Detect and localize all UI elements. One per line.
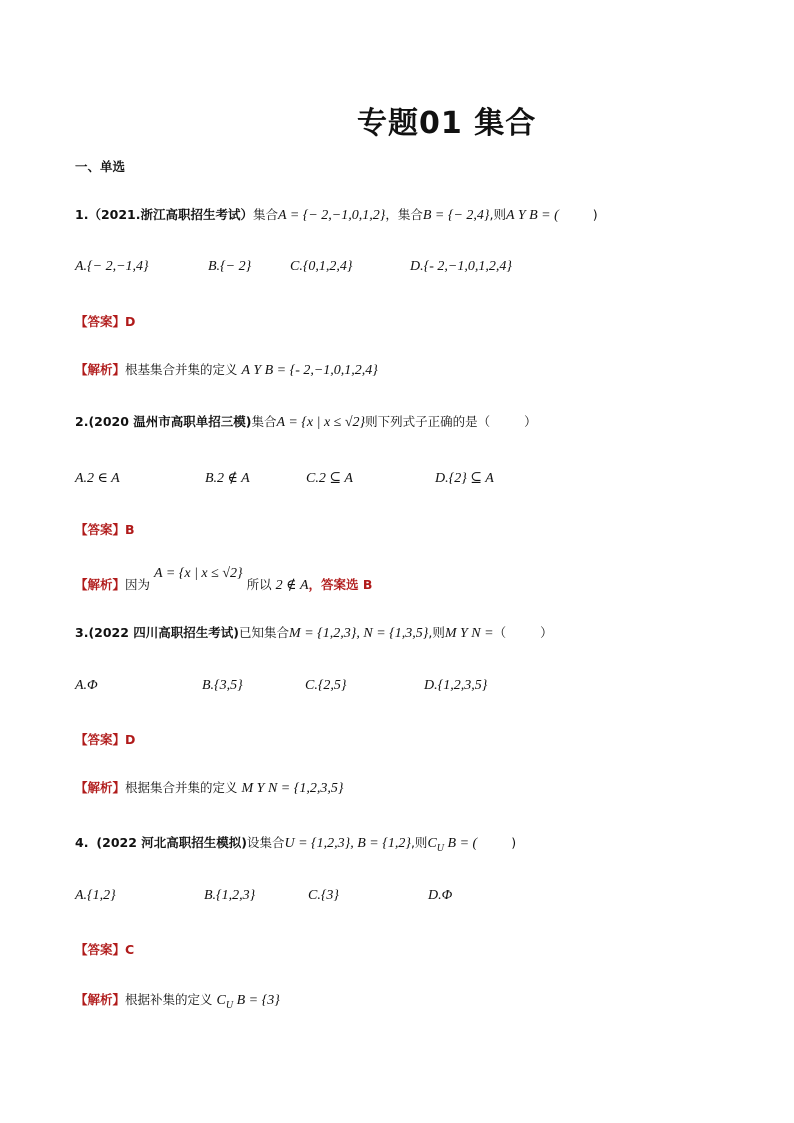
math-expression: M Y N = {1,2,3,5} bbox=[241, 781, 344, 796]
answer-line: 【答案】C bbox=[75, 942, 135, 957]
answer-line: 【答案】D bbox=[75, 314, 136, 329]
option-d: D.{- 2,−1,0,1,2,4} bbox=[410, 259, 512, 274]
answer-value: D bbox=[125, 732, 136, 747]
math-expression: M = {1,2,3}, N = {1,3,5} bbox=[289, 626, 429, 641]
option-c: C.2 ⊆ A bbox=[306, 471, 353, 486]
math-expression: A Y B = ( bbox=[506, 208, 559, 223]
math-expression: M Y N = bbox=[444, 626, 494, 641]
answer-value: B bbox=[125, 522, 135, 537]
option-a: A.2 ∈ A bbox=[75, 471, 120, 486]
section-heading: 一、单选 bbox=[75, 159, 126, 174]
explanation-line: 【解析】因为 A = {x | x ≤ √2} 所以 2 ∉ A，答案选 B bbox=[75, 566, 373, 593]
math-expression: U = {1,2,3}, B = {1,2} bbox=[284, 836, 411, 851]
math-expression: $C_U$ B = {3} bbox=[216, 993, 280, 1011]
question-number: 1. bbox=[75, 207, 89, 222]
question-1-stem: 1.（2021.浙江高职招生考试）集合A = {− 2,−1,0,1,2}，集合B = {− 2,4},则A Y B = ( ) bbox=[75, 207, 598, 223]
question-number: 3. bbox=[75, 625, 89, 640]
answer-value: C bbox=[125, 942, 135, 957]
question-source: (2020 温州市高职单招三模) bbox=[88, 414, 252, 429]
explanation-line: 【解析】根据补集的定义 $C_U$ B = {3} bbox=[75, 992, 280, 1011]
option-b: B.2 ∉ A bbox=[205, 471, 250, 486]
question-number: 4. bbox=[75, 835, 89, 850]
option-a: A.Φ bbox=[75, 678, 98, 693]
question-number: 2. bbox=[75, 414, 89, 429]
option-c: C.{2,5} bbox=[305, 678, 347, 693]
question-source: (2022 四川高职招生考试) bbox=[88, 625, 240, 640]
question-2-stem: 2.(2020 温州市高职单招三模)集合A = {x | x ≤ √2}则下列式子正确的是（ ） bbox=[75, 414, 537, 430]
option-b: B.{3,5} bbox=[202, 678, 243, 693]
option-b: B.{1,2,3} bbox=[204, 888, 256, 903]
option-d: D.{2} ⊆ A bbox=[435, 471, 494, 486]
question-source: (2022 河北高职招生模拟) bbox=[96, 835, 247, 850]
math-expression: A Y B = {- 2,−1,0,1,2,4} bbox=[241, 363, 378, 378]
explanation-line: 【解析】根基集合并集的定义 A Y B = {- 2,−1,0,1,2,4} bbox=[75, 362, 378, 378]
math-expression: B = {− 2,4} bbox=[422, 208, 490, 223]
answer-line: 【答案】B bbox=[75, 522, 135, 537]
option-a: A.{− 2,−1,4} bbox=[75, 259, 149, 274]
option-c: C.{0,1,2,4} bbox=[290, 259, 353, 274]
math-expression: $C_U$ B = ( bbox=[427, 836, 478, 854]
explanation-line: 【解析】根据集合并集的定义 M Y N = {1,2,3,5} bbox=[75, 780, 344, 796]
option-d: D.{1,2,3,5} bbox=[424, 678, 488, 693]
option-c: C.{3} bbox=[308, 888, 340, 903]
option-b: B.{− 2} bbox=[208, 259, 252, 274]
math-expression: 2 ∉ A bbox=[275, 578, 309, 593]
question-4-stem: 4. (2022 河北高职招生模拟)设集合U = {1,2,3}, B = {1,2},则$C_U$ B = ( ) bbox=[75, 835, 517, 854]
option-a: A.{1,2} bbox=[75, 888, 116, 903]
question-source: （2021.浙江高职招生考试） bbox=[88, 207, 253, 222]
answer-value: D bbox=[125, 314, 136, 329]
page-title: 专题01 集合 bbox=[357, 106, 537, 141]
math-expression: A = {x | x ≤ √2} bbox=[276, 415, 366, 430]
option-d: D.Φ bbox=[428, 888, 453, 903]
math-expression: A = {x | x ≤ √2} bbox=[154, 566, 243, 581]
math-expression: A = {− 2,−1,0,1,2} bbox=[278, 208, 386, 223]
question-3-stem: 3.(2022 四川高职招生考试)已知集合M = {1,2,3}, N = {1,3,5},则M Y N =（ ） bbox=[75, 625, 553, 641]
answer-line: 【答案】D bbox=[75, 732, 136, 747]
